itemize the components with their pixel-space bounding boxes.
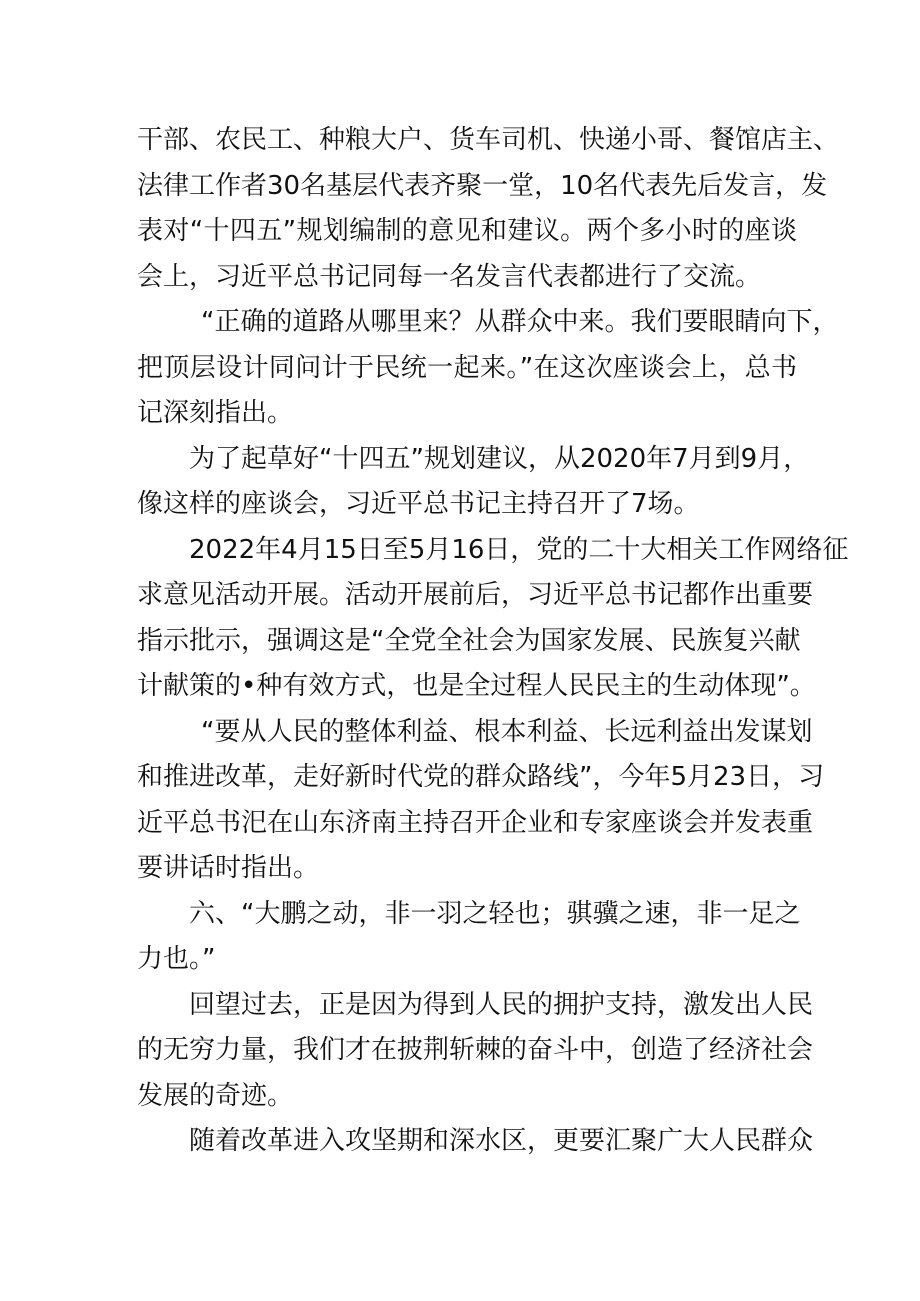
text-line: 表对“十四五”规划编制的意见和建议。两个多小时的座谈 bbox=[137, 216, 797, 246]
text-line: 像这样的座谈会，习近平总书记主持召开了7场。 bbox=[137, 489, 700, 519]
text-line: 六、“大鹏之动，非一羽之轻也；骐骥之速，非一足之 bbox=[189, 898, 801, 929]
text-line: 法律工作者30名基层代表齐聚一堂，10名代表先后发言，发 bbox=[137, 170, 828, 201]
text-line: 随着改革进入攻坚期和深水区，更要汇聚广大人民群众 bbox=[189, 1126, 814, 1156]
text-line: 的无穷力量，我们才在披荆斩棘的奋斗中，创造了经济社会 bbox=[137, 1035, 814, 1065]
body-text bbox=[137, 118, 849, 1165]
paragraph-8 bbox=[137, 1119, 814, 1165]
text-line: 计献策的•种有效方式，也是全过程人民民主的生动体现”。 bbox=[137, 671, 816, 701]
text-line: 干部、农民工、种粮大户、货车司机、快递小哥、餐馆店主、 bbox=[137, 125, 840, 155]
text-line: 求意见活动开展。活动开展前后，习近平总书记都作出重要 bbox=[137, 580, 814, 610]
text-line: 力也。” bbox=[137, 944, 216, 974]
text-line: 回望过去，正是因为得到人民的拥护支持，激发出人民 bbox=[189, 989, 814, 1020]
paragraph-1 bbox=[137, 118, 840, 300]
text-line: 要讲话时指出。 bbox=[137, 853, 320, 883]
text-line: “正确的道路从哪里来？从群众中来。我们要眼睛向下， bbox=[201, 307, 839, 337]
text-line: 会上，习近平总书记同每一名发言代表都进行了交流。 bbox=[137, 261, 762, 292]
text-line: 指示批示，强调这是“全党全社会为国家发展、民族复兴献 bbox=[137, 625, 801, 656]
text-line: 记深刻指出。 bbox=[137, 398, 294, 428]
text-line: 2022年4月15日至5月16日，党的二十大相关工作网络征 bbox=[189, 534, 849, 565]
paragraph-2 bbox=[137, 300, 839, 437]
paragraph-4 bbox=[137, 528, 849, 710]
text-line: 为了起草好“十四五”规划建议，从2020年7月到9月， bbox=[189, 443, 810, 474]
paragraph-7 bbox=[137, 983, 814, 1120]
text-line: 近平总书汜在山东济南主持召开企业和专家座谈会并发表重 bbox=[137, 807, 814, 838]
paragraph-3 bbox=[137, 437, 810, 528]
paragraph-6 bbox=[137, 892, 801, 983]
paragraph-5 bbox=[137, 710, 825, 892]
text-line: “要从人民的整体利益、根本利益、长远利益出发谋划 bbox=[201, 716, 813, 747]
text-line: 和推进改革，走好新时代党的群众路线”，今年5月23日，习 bbox=[137, 762, 825, 792]
text-line: 把顶层设计同问计于民统一起来。”在这次座谈会上，总书 bbox=[137, 352, 797, 383]
text-line: 发展的奇迹。 bbox=[137, 1080, 294, 1111]
